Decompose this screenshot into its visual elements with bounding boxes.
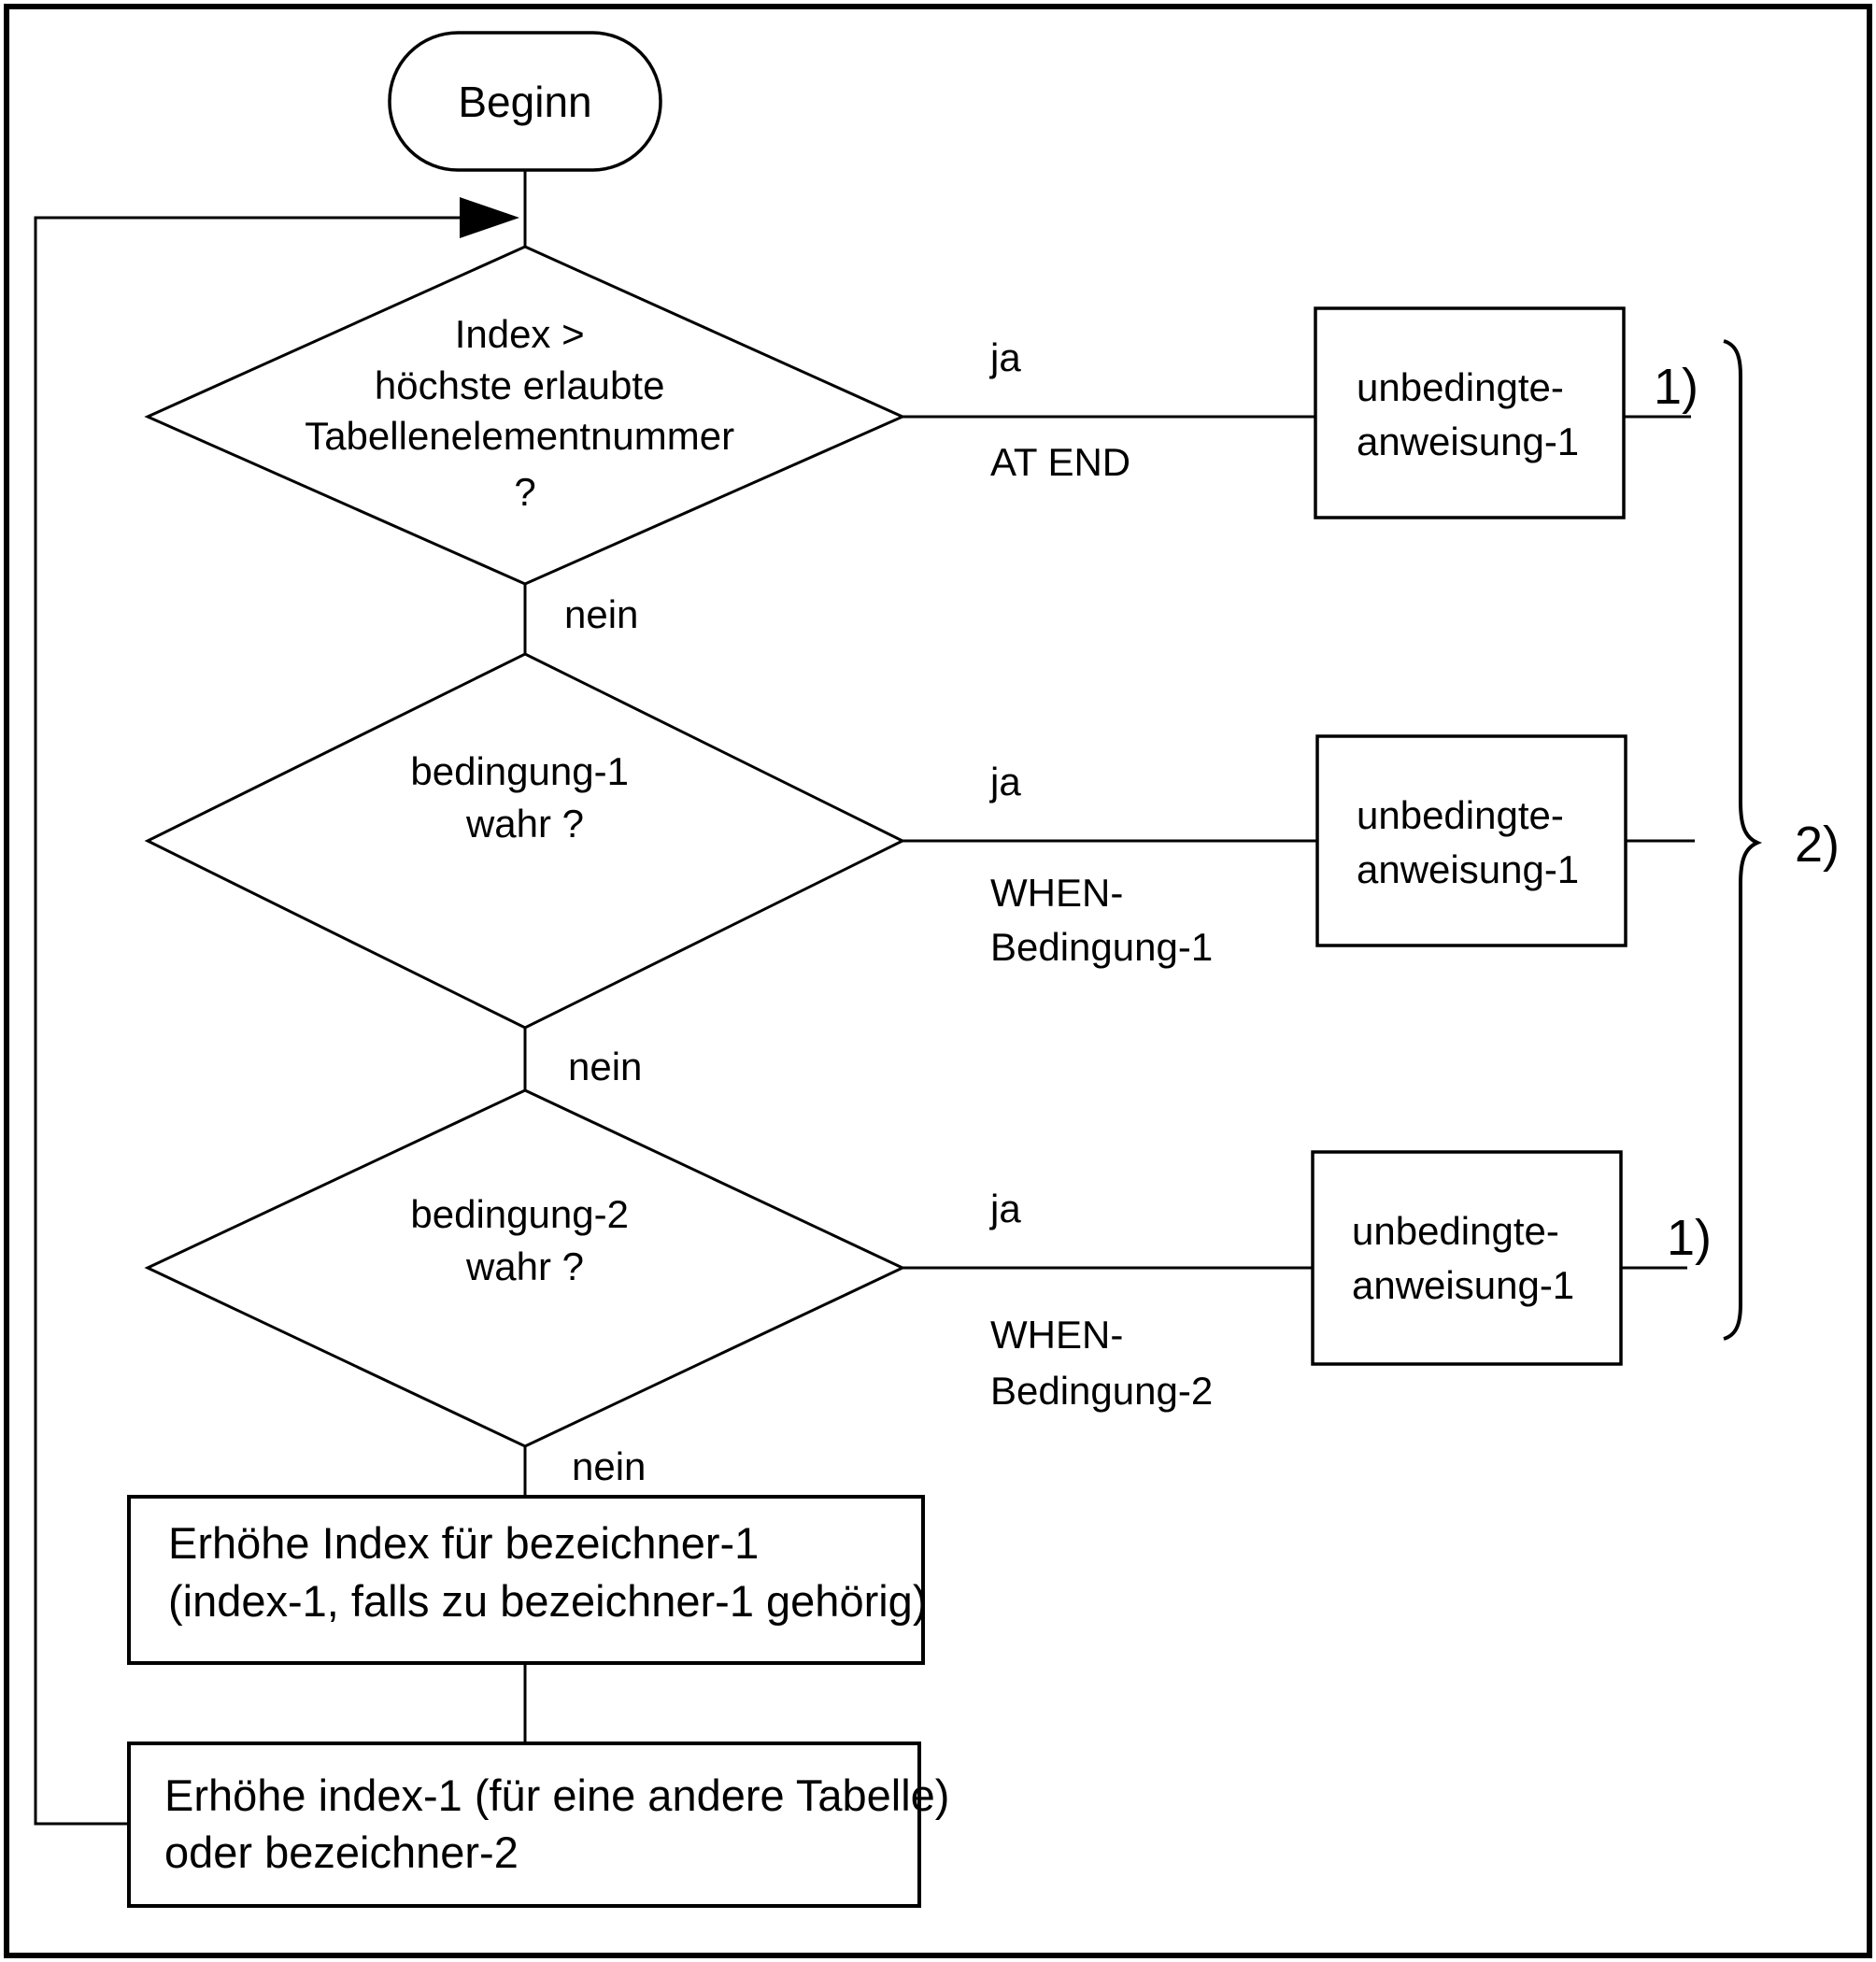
action-1-line-2: anweisung-1 [1357,419,1580,463]
decision-1-line-4: ? [514,470,536,514]
decision-2-branch-label [990,871,1213,969]
action-3-box [1313,1152,1621,1364]
decision-3-yes-label: ja [990,1187,1021,1230]
action-1-line-1: unbedingte- [1357,365,1564,409]
decision-3-branch-line-2: Bedingung-2 [990,1369,1214,1413]
action-2-line-1: unbedingte- [1357,793,1564,837]
decision-1-line-3: Tabellenelementnummer [305,414,735,458]
decision-1-no-label: nein [564,592,639,636]
action-1-box [1315,308,1624,518]
grouping-brace [1724,341,1757,1339]
process-1-line-2: (index-1, falls zu bezeichner-1 gehörig) [168,1576,928,1626]
decision-1-yes-label: ja [990,335,1021,379]
process-2-line-1: Erhöhe index-1 (für eine andere Tabelle) [164,1770,950,1820]
action-2-box [1317,736,1626,945]
action-3-line-1: unbedingte- [1352,1209,1559,1253]
process-2-box [129,1743,919,1906]
decision-2-branch-line-2: Bedingung-1 [990,925,1214,969]
decision-1-branch-label: AT END [990,440,1131,484]
decision-2-line-1: bedingung-1 [410,749,629,793]
loop-arrowhead-icon [460,197,519,238]
decision-3-line-2: wahr ? [465,1244,585,1288]
decision-3-label [410,1192,639,1288]
decision-2-yes-label: ja [990,760,1021,803]
footnote-3-label: 1) [1667,1210,1713,1266]
footnote-1-label: 1) [1654,359,1699,415]
decision-3-line-1: bedingung-2 [410,1192,629,1236]
process-2-line-2: oder bezeichner-2 [164,1827,519,1877]
action-3-line-2: anweisung-1 [1352,1263,1575,1307]
decision-2-line-2: wahr ? [465,802,585,846]
decision-1-line-1: Index > [454,312,585,356]
decision-3-branch-label [990,1313,1213,1413]
decision-2-no-label: nein [568,1045,643,1088]
brace-label: 2) [1795,817,1840,873]
decision-3-branch-line-1: WHEN- [990,1313,1124,1357]
start-label: Beginn [458,78,592,126]
action-2-line-2: anweisung-1 [1357,847,1580,891]
decision-1-line-2: höchste erlaubte [374,363,665,407]
decision-2-label [410,749,639,846]
decision-2-branch-line-1: WHEN- [990,871,1124,915]
decision-3-no-label: nein [572,1444,647,1488]
decision-1-label [305,312,746,514]
process-1-line-1: Erhöhe Index für bezeichner-1 [168,1518,760,1568]
